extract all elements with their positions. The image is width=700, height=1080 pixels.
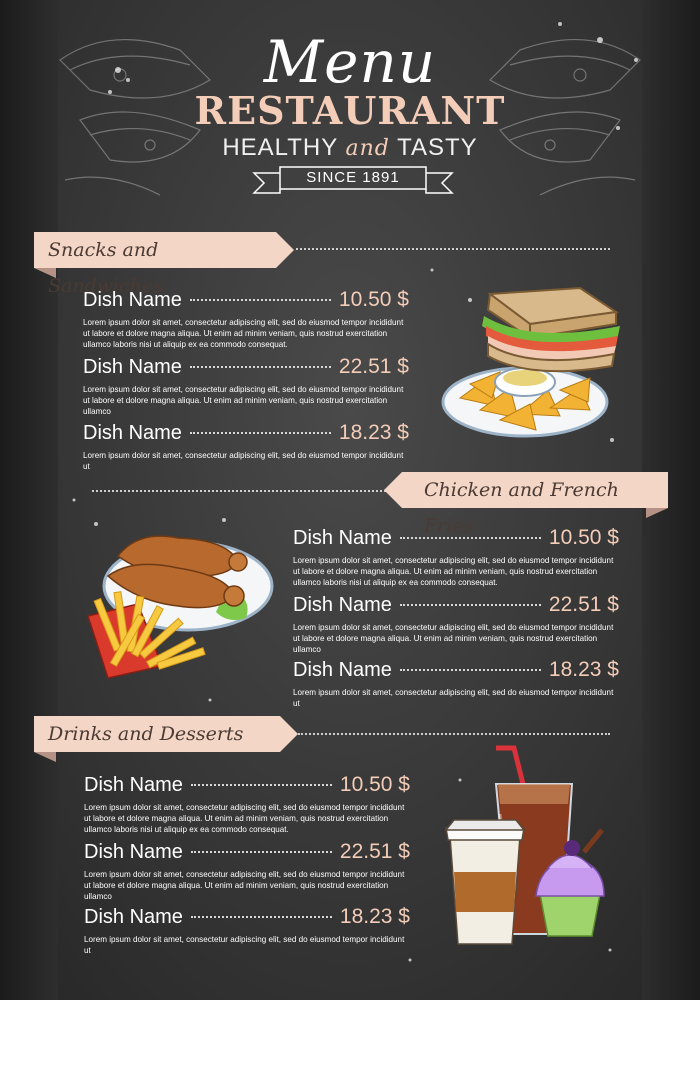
- dish-description: Lorem ipsum dolor sit amet, consectetur adipiscing elit, sed do eiusmod tempor incididunt ut labore et dolore magna aliqua. Ut enim ad minim veniam, quis nostrud exercitation ullamco: [83, 385, 404, 416]
- dish-description: Lorem ipsum dolor sit amet, consectetur adipiscing elit, sed do eiusmod tempor incididunt ut: [293, 688, 614, 708]
- dish-name: Dish Name: [84, 774, 183, 796]
- dish-price: 22.51 $: [339, 840, 410, 863]
- menu-script-title: Menu: [263, 28, 437, 96]
- dish-price: 10.50 $: [548, 526, 619, 549]
- bottom-margin: [0, 1000, 700, 1080]
- dish-price: 22.51 $: [338, 355, 409, 378]
- dish-name: Dish Name: [83, 356, 182, 378]
- tagline-tasty: TASTY: [397, 134, 478, 161]
- dish-name: Dish Name: [84, 906, 183, 928]
- dish-description: Lorem ipsum dolor sit amet, consectetur adipiscing elit, sed do eiusmod tempor incididunt ut: [83, 451, 404, 471]
- dish-description: Lorem ipsum dolor sit amet, consectetur adipiscing elit, sed do eiusmod tempor incididunt ut labore et dolore magna aliqua. Ut enim ad minim veniam, quis nostrud exercitation ullamco laboris nisi ut aliquip ex ea commodo consequat.: [293, 556, 614, 587]
- dish-name: Dish Name: [83, 289, 182, 311]
- dish-price: 10.50 $: [338, 288, 409, 311]
- dish-price: 18.23 $: [548, 658, 619, 681]
- dish-name: Dish Name: [84, 841, 183, 863]
- dish-name: Dish Name: [293, 659, 392, 681]
- dish-description: Lorem ipsum dolor sit amet, consectetur adipiscing elit, sed do eiusmod tempor incididunt ut labore et dolore magna aliqua. Ut enim ad minim veniam, quis nostrud exercitation ullamco: [84, 870, 405, 901]
- section-title-chicken: Chicken and French Fries: [424, 479, 619, 537]
- dish-price: 18.23 $: [338, 421, 409, 444]
- dish-price: 18.23 $: [339, 905, 410, 928]
- dish-price: 10.50 $: [339, 773, 410, 796]
- tagline-healthy: HEALTHY: [222, 134, 338, 161]
- dish-name: Dish Name: [293, 527, 392, 549]
- since-text: SINCE 1891: [306, 169, 400, 186]
- dish-name: Dish Name: [293, 594, 392, 616]
- section-title-snacks: Snacks and Sandwiches: [48, 239, 163, 297]
- dish-description: Lorem ipsum dolor sit amet, consectetur adipiscing elit, sed do eiusmod tempor incididunt ut labore et dolore magna aliqua. Ut enim ad minim veniam, quis nostrud exercitation ullamco laboris nisi ut aliquip ex ea commodo consequat.: [84, 803, 405, 834]
- dish-description: Lorem ipsum dolor sit amet, consectetur adipiscing elit, sed do eiusmod tempor incididunt ut: [84, 935, 405, 955]
- dish-name: Dish Name: [83, 422, 182, 444]
- section-title-drinks: Drinks and Desserts: [48, 723, 244, 745]
- dish-description: Lorem ipsum dolor sit amet, consectetur adipiscing elit, sed do eiusmod tempor incididunt ut labore et dolore magna aliqua. Ut enim ad minim veniam, quis nostrud exercitation ullamco laboris nisi ut aliquip ex ea commodo consequat.: [83, 318, 404, 349]
- dish-price: 22.51 $: [548, 593, 619, 616]
- dish-description: Lorem ipsum dolor sit amet, consectetur adipiscing elit, sed do eiusmod tempor incididunt ut labore et dolore magna aliqua. Ut enim ad minim veniam, quis nostrud exercitation ullamco: [293, 623, 614, 654]
- restaurant-title: RESTAURANT: [194, 88, 506, 133]
- tagline-and: and: [345, 136, 390, 161]
